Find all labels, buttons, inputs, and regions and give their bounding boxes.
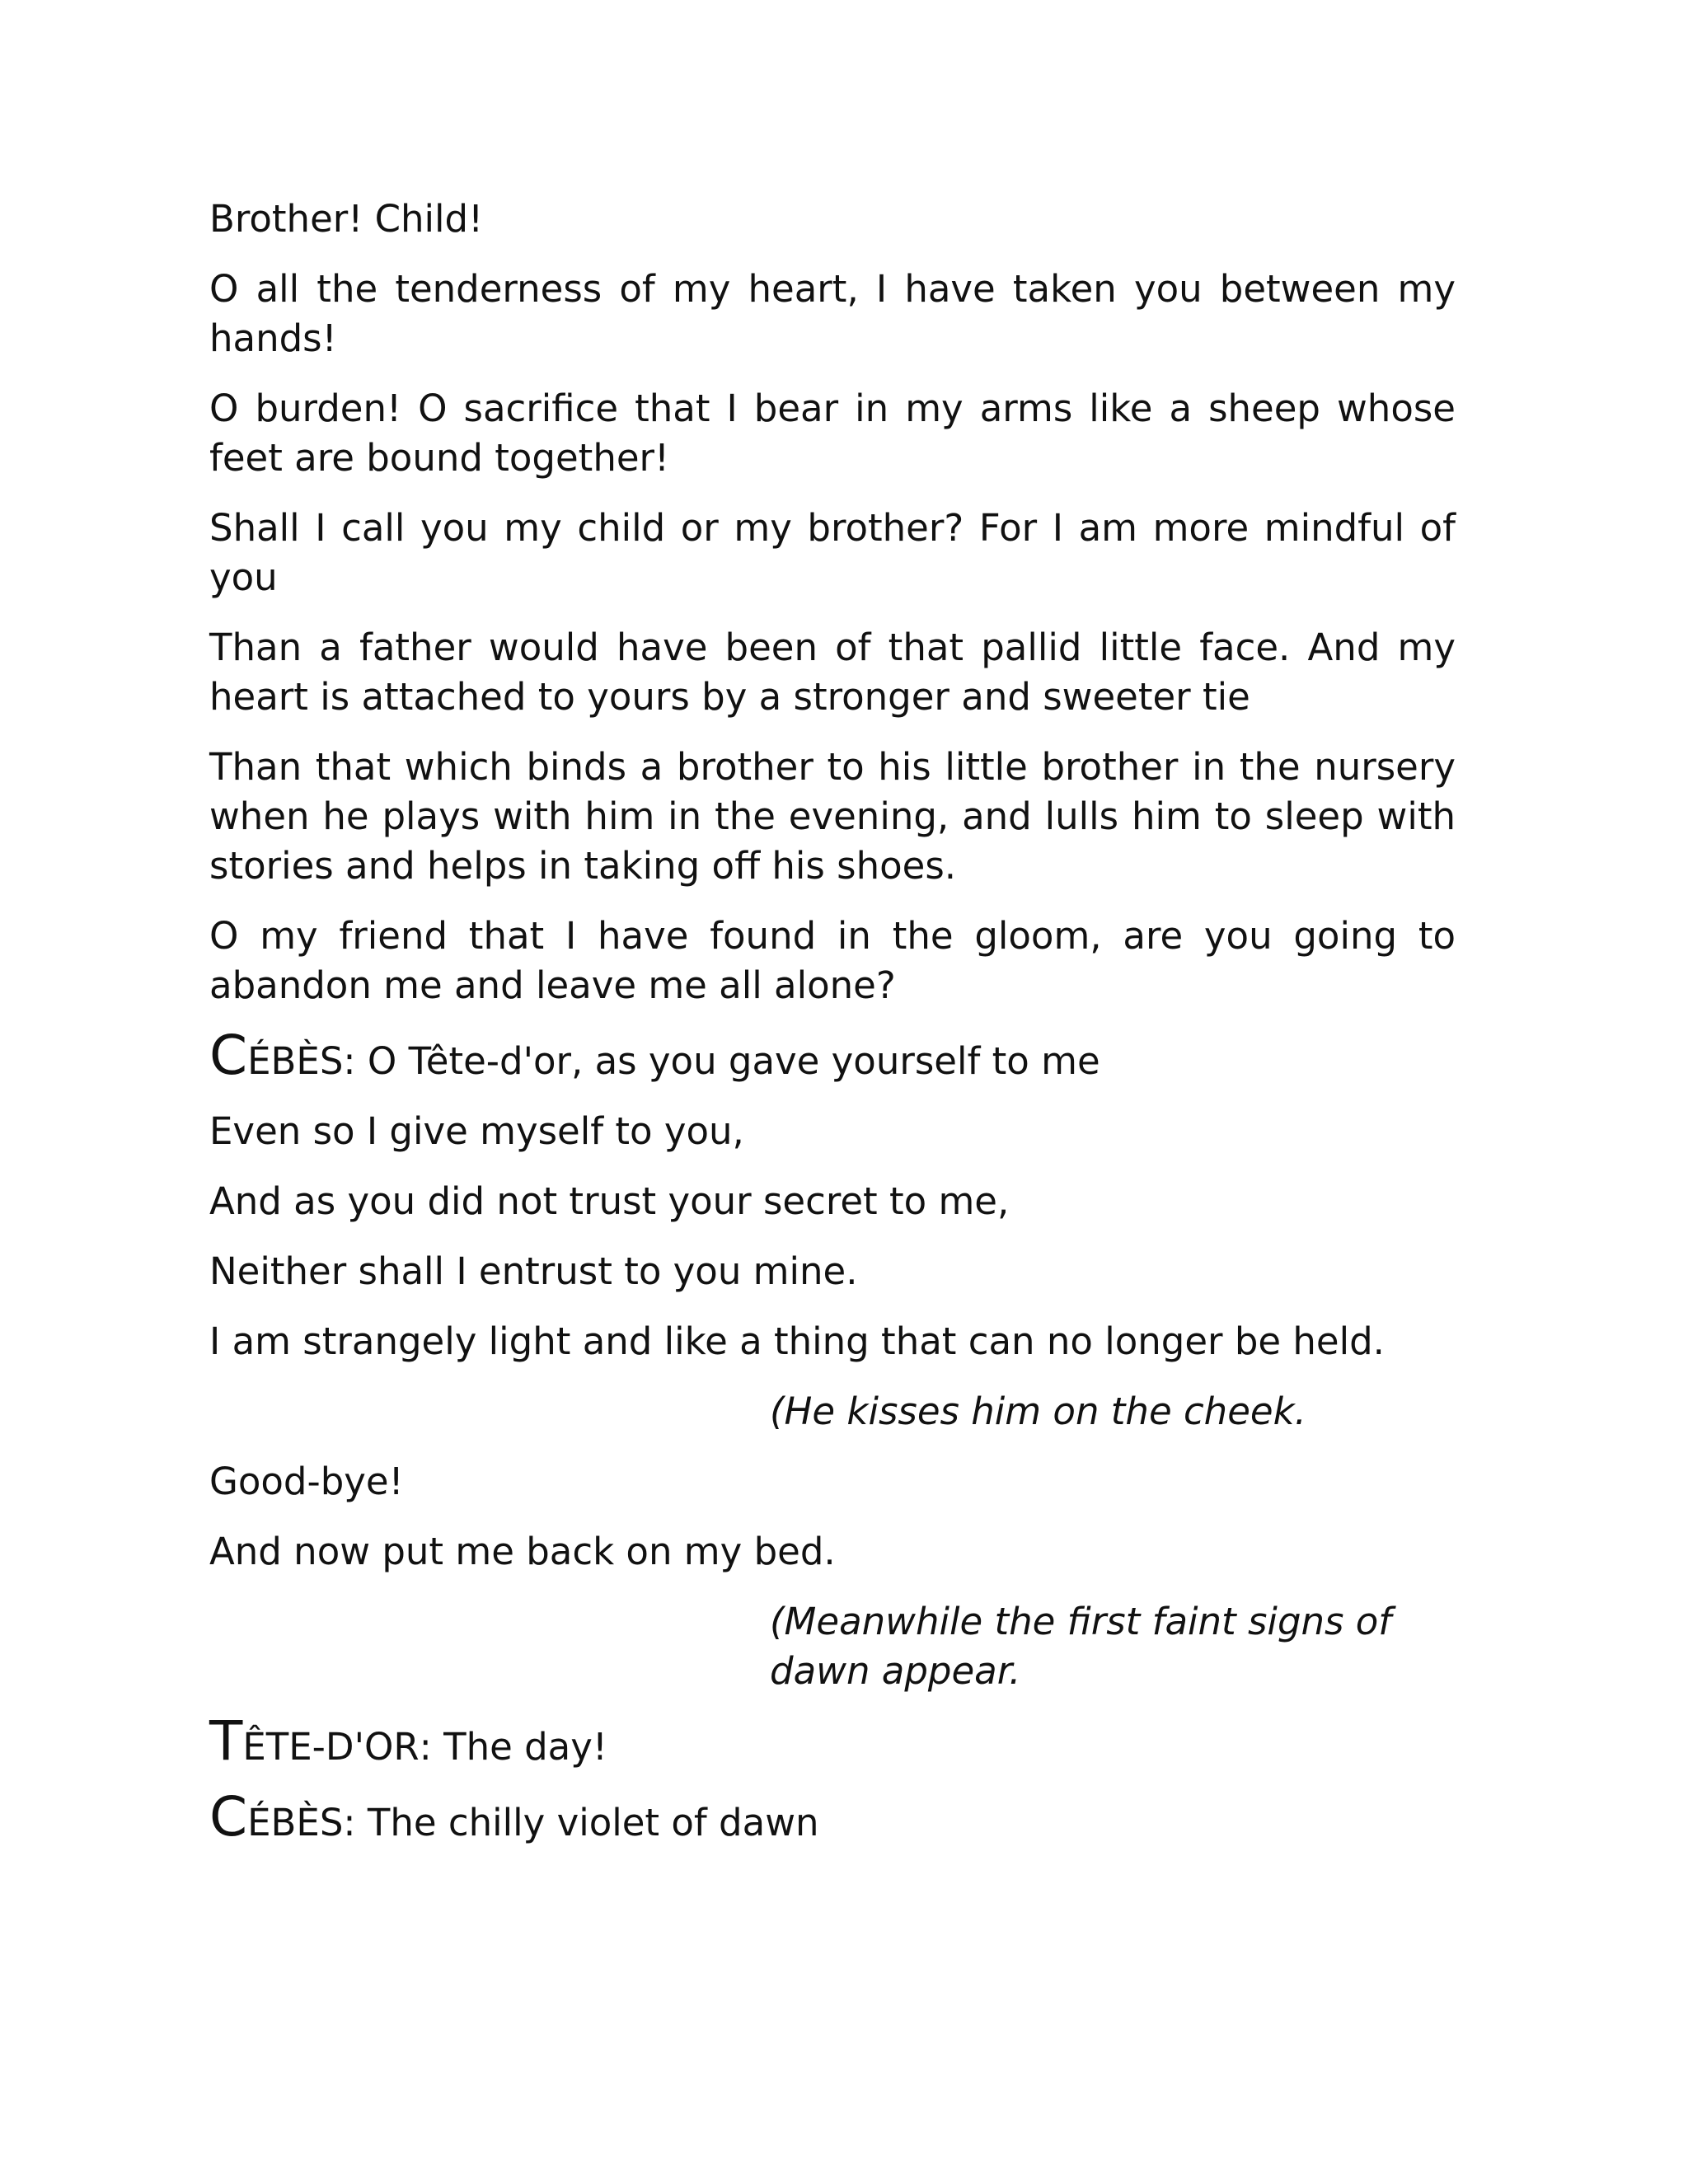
stage-direction: (He kisses him on the cheek. (770, 1390, 1306, 1433)
speech-tete-dor: TÊTE-D'OR: The day! (209, 1709, 607, 1773)
verse-line: I am strangely light and like a thing that can no longer be held. (209, 1319, 1385, 1363)
verse-line: Good-bye! (209, 1460, 404, 1503)
verse-line: O my friend that I have found in the gloom, are you going to abandon me and leave me all alone? (209, 914, 1456, 1007)
verse-line: Shall I call you my child or my brother? For I am more mindful of you (209, 506, 1456, 599)
verse-line: O burden! O sacrifice that I bear in my arms like a sheep whose feet are bound together! (209, 387, 1456, 480)
verse-line: Even so I give myself to you, (209, 1109, 744, 1153)
verse-line: Neither shall I entrust to you mine. (209, 1249, 858, 1293)
verse-line: Than that which binds a brother to his little brother in the nursery when he plays with him in the evening, and lulls him to sleep with stories and helps in taking off his shoes. (209, 745, 1456, 888)
speaker-name: CÉBÈS (209, 1785, 344, 1849)
speaker-name: TÊTE-D'OR (209, 1709, 420, 1773)
verse-line: And as you did not trust your secret to me, (209, 1179, 1010, 1223)
document-page (209, 194, 1456, 1868)
verse-line: Than a father would have been of that pallid little face. And my heart is attached to yours by a stronger and sweeter tie (209, 626, 1456, 719)
verse-line: Brother! Child! (209, 197, 484, 241)
speech-text: The chilly violet of dawn (367, 1801, 819, 1844)
speech-text: O Tête-d'or, as you gave yourself to me (367, 1039, 1100, 1083)
stage-direction: (Meanwhile the first faint signs of dawn appear. (770, 1600, 1392, 1693)
speech-text: The day! (443, 1725, 607, 1769)
speech-cebes-1: CÉBÈS: O Tête-d'or, as you gave yourself to me (209, 1024, 1100, 1087)
verse-line: And now put me back on my bed. (209, 1530, 836, 1573)
speech-cebes-2: CÉBÈS: The chilly violet of dawn (209, 1785, 819, 1849)
verse-line: O all the tenderness of my heart, I have taken you between my hands! (209, 267, 1456, 360)
speaker-name: CÉBÈS (209, 1024, 344, 1087)
